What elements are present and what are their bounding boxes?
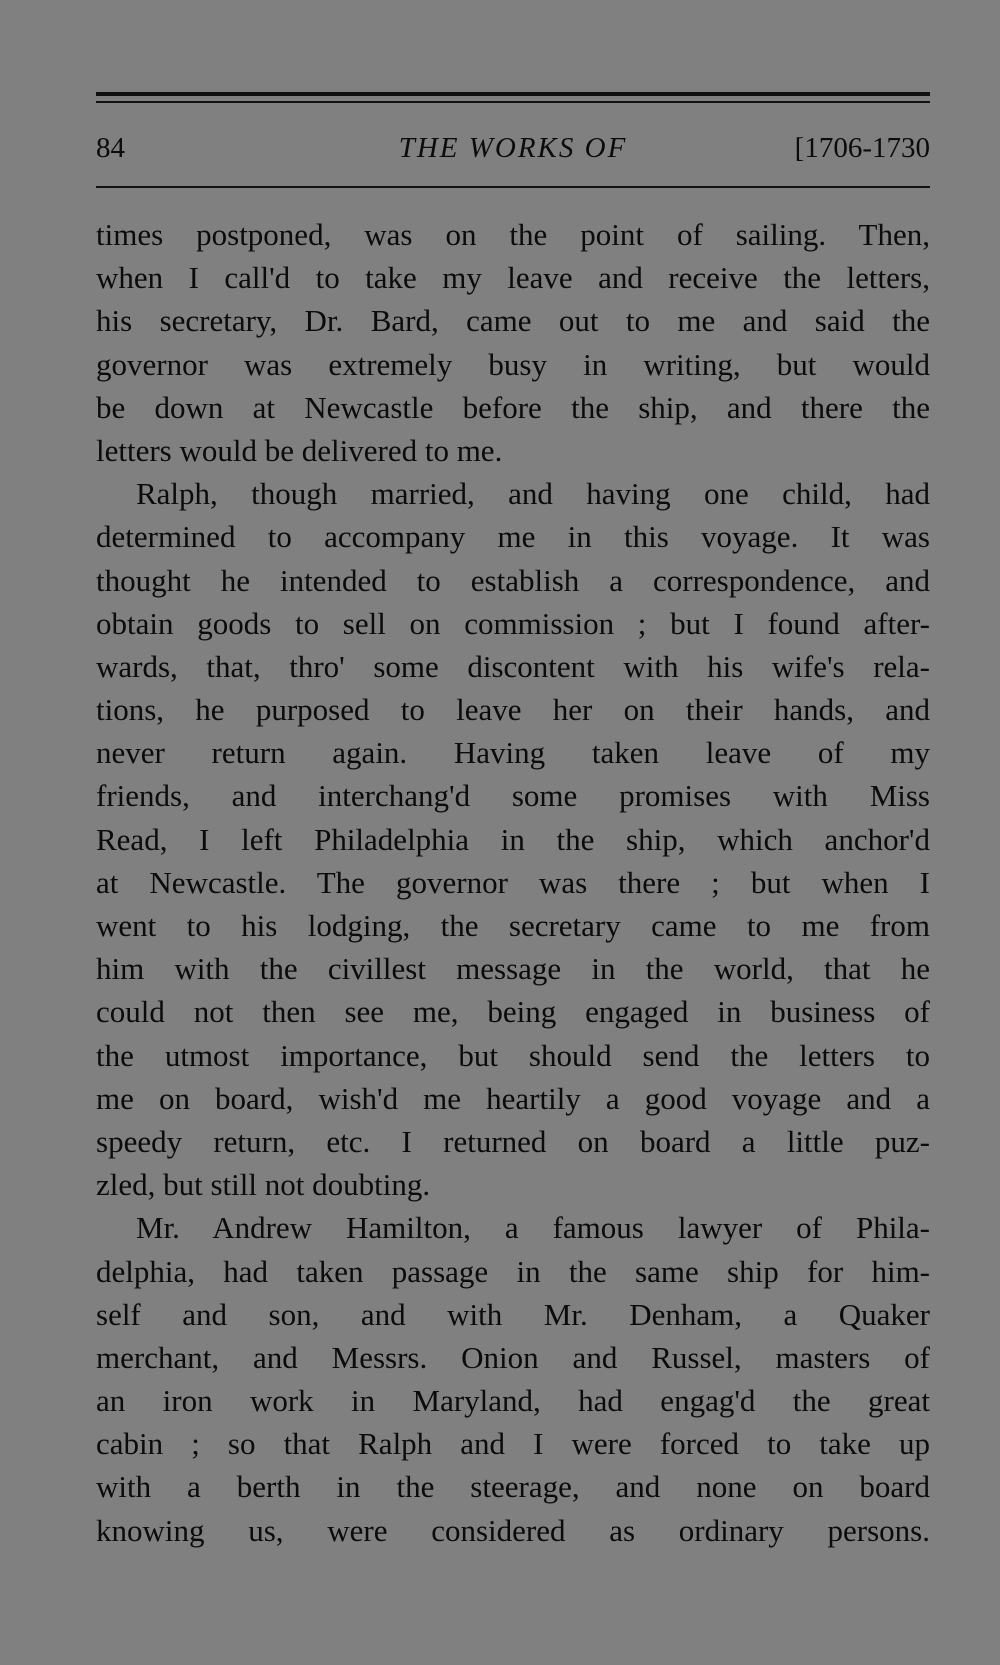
text-line: zled, but still not doubting. <box>96 1167 431 1203</box>
text-line: an iron work in Maryland, had engag'd the great <box>96 1383 930 1419</box>
body-text <box>96 213 930 1552</box>
text-line: Mr. Andrew Hamilton, a famous lawyer of Phila- <box>136 1210 930 1246</box>
text-line: could not then see me, being engaged in business of <box>96 994 930 1030</box>
text-line: thought he intended to establish a correspondence, and <box>96 562 930 598</box>
text-line: his secretary, Dr. Bard, came out to me and said the <box>96 303 930 339</box>
page-number: 84 <box>96 132 125 164</box>
text-line: merchant, and Messrs. Onion and Russel, masters of <box>96 1339 930 1375</box>
text-line: governor was extremely busy in writing, but would <box>96 346 930 382</box>
book-page <box>96 0 930 1665</box>
text-line: at Newcastle. The governor was there ; but when I <box>96 864 930 900</box>
text-line: Read, I left Philadelphia in the ship, which anchor'd <box>96 821 930 857</box>
text-line: times postponed, was on the point of sailing. Then, <box>96 217 930 252</box>
running-head <box>96 128 930 168</box>
text-line: letters would be delivered to me. <box>96 432 503 468</box>
text-line: delphia, had taken passage in the same ship for him- <box>96 1253 930 1289</box>
top-double-rule-thick <box>96 92 930 96</box>
text-line: determined to accompany me in this voyage. It was <box>96 519 930 555</box>
text-line: me on board, wish'd me heartily a good voyage and a <box>96 1080 930 1116</box>
text-line: the utmost importance, but should send the letters to <box>96 1037 930 1073</box>
date-range: [1706-1730 <box>794 132 930 164</box>
text-line: him with the civillest message in the world, that he <box>96 951 930 987</box>
text-line: with a berth in the steerage, and none on board <box>96 1469 930 1505</box>
text-line: wards, that, thro' some discontent with his wife's rela- <box>96 648 930 684</box>
top-double-rule-thin <box>96 101 930 103</box>
text-line: tions, he purposed to leave her on their hands, and <box>96 692 930 728</box>
text-line: knowing us, were considered as ordinary persons. <box>96 1512 930 1548</box>
running-title: THE WORKS OF <box>398 132 628 164</box>
text-line: cabin ; so that Ralph and I were forced to take up <box>96 1426 930 1462</box>
text-line: friends, and interchang'd some promises with Miss <box>96 778 930 814</box>
text-line: be down at Newcastle before the ship, and there the <box>96 389 930 425</box>
text-line: self and son, and with Mr. Denham, a Quaker <box>96 1296 930 1332</box>
header-rule <box>96 186 930 188</box>
text-line: Ralph, though married, and having one child, had <box>136 476 930 512</box>
text-line: speedy return, etc. I returned on board a little puz- <box>96 1123 930 1159</box>
text-line: never return again. Having taken leave of my <box>96 735 930 771</box>
text-line: when I call'd to take my leave and receive the letters, <box>96 260 930 296</box>
text-line: obtain goods to sell on commission ; but I found after- <box>96 605 930 641</box>
text-line: went to his lodging, the secretary came to me from <box>96 908 930 943</box>
